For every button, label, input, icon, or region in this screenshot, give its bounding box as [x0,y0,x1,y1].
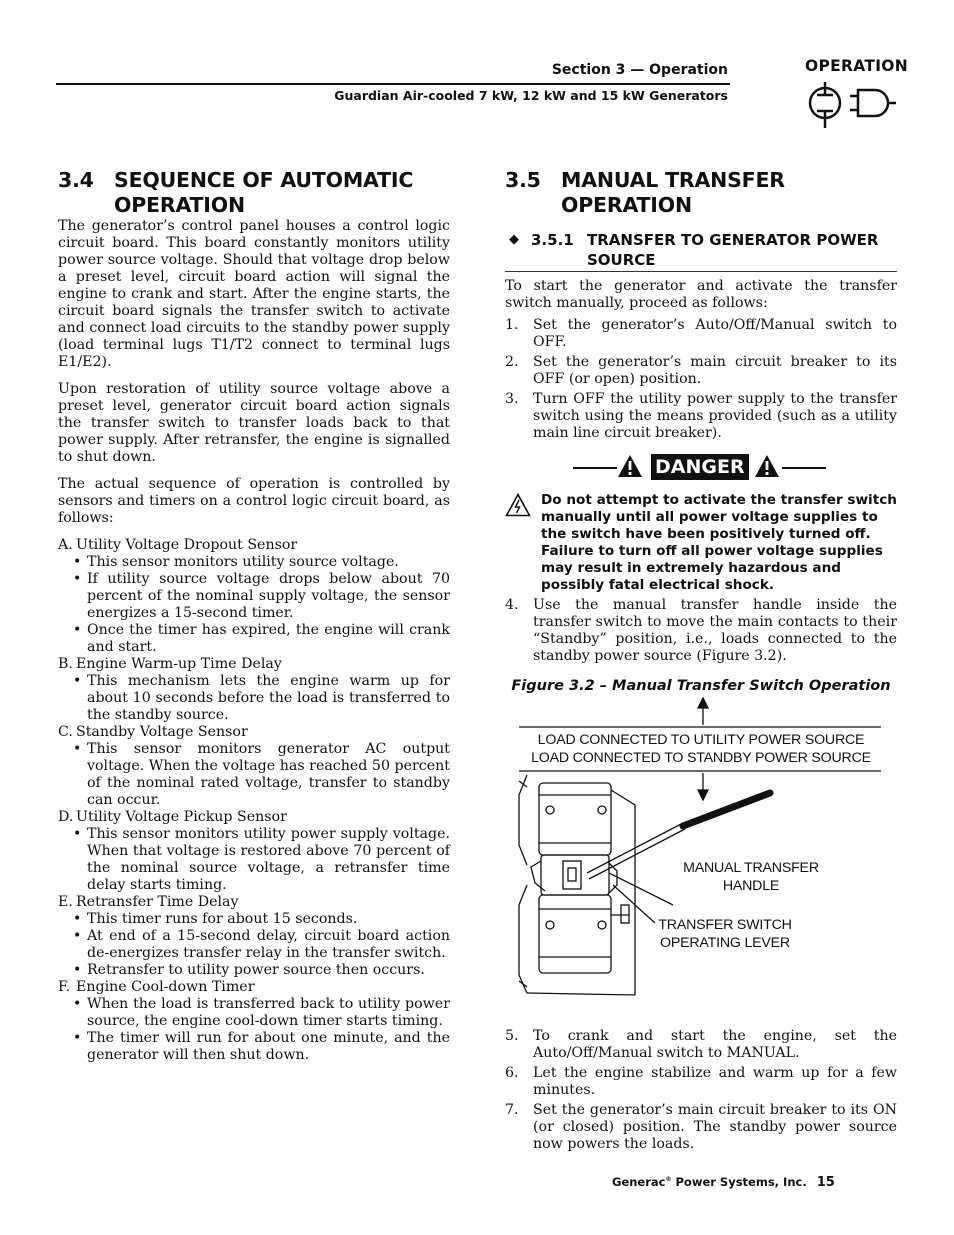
item-title: Utility Voltage Dropout Sensor [76,537,298,553]
bullet-text: At end of a 15-second delay, circuit board action de-energizes transfer relay in the transfer switch. [87,928,450,961]
diamond-bullet-icon: ◆ [509,232,519,247]
item-title: Engine Cool-down Timer [76,979,255,995]
danger-banner [505,452,897,482]
step-text: Set the generator’s Auto/Off/Manual switch to OFF. [533,317,897,350]
subheading-3-5-1 [505,230,897,272]
step [505,597,897,665]
bullet-text: Once the timer has expired, the engine will crank and start. [87,622,450,655]
bullet: • This sensor monitors generator AC output voltage. When the voltage has reached 50 percent of the nominal rated voltage, transfer to standby can occur. [73,741,450,808]
item-label: F. [58,979,71,995]
label-load-utility: LOAD CONNECTED TO UTILITY POWER SOURCE [537,732,865,748]
bullet-text: This sensor monitors utility source voltage. [87,554,399,570]
subheading-number: 3.5.1 [531,231,574,249]
bullet-text: This mechanism lets the engine warm up for about 10 seconds before the load is transferred to the standby source. [87,673,450,723]
intro-paragraph: To start the generator and activate the transfer switch manually, proceed as follows: [505,278,897,311]
footer-company: Generac [612,1175,666,1189]
steps-list-4 [505,597,897,665]
paragraph: The generator’s control panel houses a control logic circuit board. This board constantly monitors utility power source voltage. Should that voltage drop below a preset level, circuit board action will signal the engine to crank and start. After the engine starts, the circuit board signals the transfer switch to activate and connect load circuits to the standby power supply (load terminal lugs T1/T2 connect to terminal lugs E1/E2). [58,218,450,370]
bullet: • This sensor monitors utility power supply voltage. When that voltage is restored above 70 percent of the nominal source voltage, a retransfer time delay starts timing. [73,826,450,893]
step-number: 2. [505,354,519,370]
bullet-text: Retransfer to utility power source then occurs. [87,962,425,978]
list-item-a [58,537,450,554]
list-item-c [58,724,450,741]
step [505,354,897,388]
bullet: • This mechanism lets the engine warm up for about 10 seconds before the load is transferred to the standby source. [73,673,450,723]
paragraph: The actual sequence of operation is controlled by sensors and timers on a control logic circuit board, as follows: [58,476,450,526]
figure-caption: Figure 3.2 – Manual Transfer Switch Operation [511,678,891,694]
step [505,1028,897,1062]
bullet: • If utility source voltage drops below about 70 percent of the nominal supply voltage, the sensor energizes a 15-second timer. [73,571,450,621]
bullet: • At end of a 15-second delay, circuit board action de-energizes transfer relay in the transfer switch. [73,928,450,961]
step [505,317,897,351]
item-label: B. [58,656,73,672]
step [505,1065,897,1099]
bullet-text: When the load is transferred back to utility power source, the engine cool-down timer starts timing. [87,996,450,1029]
step-number: 5. [505,1028,519,1044]
danger-warning [505,492,897,594]
label-handle: HANDLE [722,878,780,894]
left-column [58,168,450,1064]
step-text: Let the engine stabilize and warm up for a few minutes. [533,1065,897,1098]
item-label: C. [58,724,73,740]
heading-number: 3.5 [505,168,541,192]
sequence-list [58,537,450,1064]
heading-title: SEQUENCE OF AUTOMATIC OPERATION [114,168,414,217]
item-title: Utility Voltage Pickup Sensor [76,809,287,825]
list-item-e [58,894,450,911]
heading-number: 3.4 [58,168,94,192]
item-label: E. [58,894,73,910]
step-number: 6. [505,1065,519,1081]
operation-logo-label: OPERATION [805,56,909,76]
heading-3-4 [58,168,450,218]
item-label: D. [58,809,74,825]
step-number: 3. [505,391,519,407]
right-column [505,168,897,694]
warning-triangle-icon [617,454,643,478]
steps-list-b [505,1025,897,1153]
step-text: Use the manual transfer handle inside the transfer switch to move the main contacts to their “Standby” position, i.e., loads connected to the standby power source (Figure 3.2). [533,597,897,664]
bullet-text: This sensor monitors utility power supply voltage. When that voltage is restored above 70 percent of the nominal source voltage, a retransfer time delay starts timing. [87,826,450,893]
figure-manual-transfer-switch [505,695,897,1000]
bullet: • This sensor monitors utility source voltage. [58,554,450,571]
bullet: • When the load is transferred back to utility power source, the engine cool-down timer starts timing. [73,996,450,1029]
header-subtitle: Guardian Air-cooled 7 kW, 12 kW and 15 kW Generators [334,88,728,103]
steps-list-a [505,317,897,442]
label-manual-transfer: MANUAL TRANSFER [683,860,819,876]
warning-triangle-icon [754,454,780,478]
step-number: 4. [505,597,519,613]
item-title: Retransfer Time Delay [76,894,239,910]
bullet: • Retransfer to utility power source then occurs. [58,962,450,979]
page-number: 15 [816,1175,835,1190]
header-rule [56,83,730,85]
step [505,1102,897,1153]
list-item-b [58,656,450,673]
step-number: 7. [505,1102,519,1118]
paragraph: Upon restoration of utility source voltage above a preset level, generator circuit board action signals the transfer switch to transfer loads back to that power supply. After retransfer, the engine is signalled to shut down. [58,381,450,465]
registered-mark: ® [665,1176,672,1184]
subheading-title: TRANSFER TO GENERATOR POWER SOURCE [587,231,879,269]
shock-hazard-icon [505,492,541,594]
item-title: Engine Warm-up Time Delay [76,656,282,672]
item-title: Standby Voltage Sensor [76,724,248,740]
bullet-text: If utility source voltage drops below about 70 percent of the nominal supply voltage, the sensor energizes a 15-second timer. [87,571,450,621]
label-operating-lever: OPERATING LEVER [660,935,790,951]
step [505,391,897,442]
bullet: • Once the timer has expired, the engine will crank and start. [73,622,450,655]
step-text: Turn OFF the utility power supply to the transfer switch using the means provided (such as a utility main line circuit breaker). [533,391,897,441]
label-load-standby: LOAD CONNECTED TO STANDBY POWER SOURCE [531,750,871,766]
heading-title: MANUAL TRANSFER OPERATION [561,168,785,217]
bullet: • This timer runs for about 15 seconds. [58,911,450,928]
bullet-text: This timer runs for about 15 seconds. [87,911,358,927]
bullet-text: The timer will run for about one minute, and the generator will then shut down. [87,1030,450,1063]
bullet: • The timer will run for about one minute, and the generator will then shut down. [73,1030,450,1063]
danger-label: DANGER [651,454,749,480]
bullet-text: This sensor monitors generator AC output voltage. When the voltage has reached 50 percent of the nominal rated voltage, transfer to standby can occur. [87,741,450,808]
step-text: Set the generator’s main circuit breaker to its OFF (or open) position. [533,354,897,387]
step-number: 1. [505,317,519,333]
operation-logo-icon [800,58,900,133]
step-text: To crank and start the engine, set the Auto/Off/Manual switch to MANUAL. [533,1028,897,1061]
list-item-f [58,979,450,996]
item-label: A. [58,537,73,553]
label-transfer-switch: TRANSFER SWITCH [658,917,792,933]
step-text: Set the generator’s main circuit breaker to its ON (or closed) position. The standby power source now powers the loads. [533,1102,897,1152]
page-footer [612,1175,835,1190]
warning-text: Do not attempt to activate the transfer switch manually until all power voltage supplies to the switch have been positively turned off. Failure to turn off all power voltage supplies may result in extremely hazardous and possibly fatal electrical shock. [541,492,897,593]
footer-company-rest: Power Systems, Inc. [671,1175,807,1189]
list-item-d [58,809,450,826]
heading-3-5 [505,168,897,218]
header-section-title: Section 3 — Operation [551,62,728,78]
